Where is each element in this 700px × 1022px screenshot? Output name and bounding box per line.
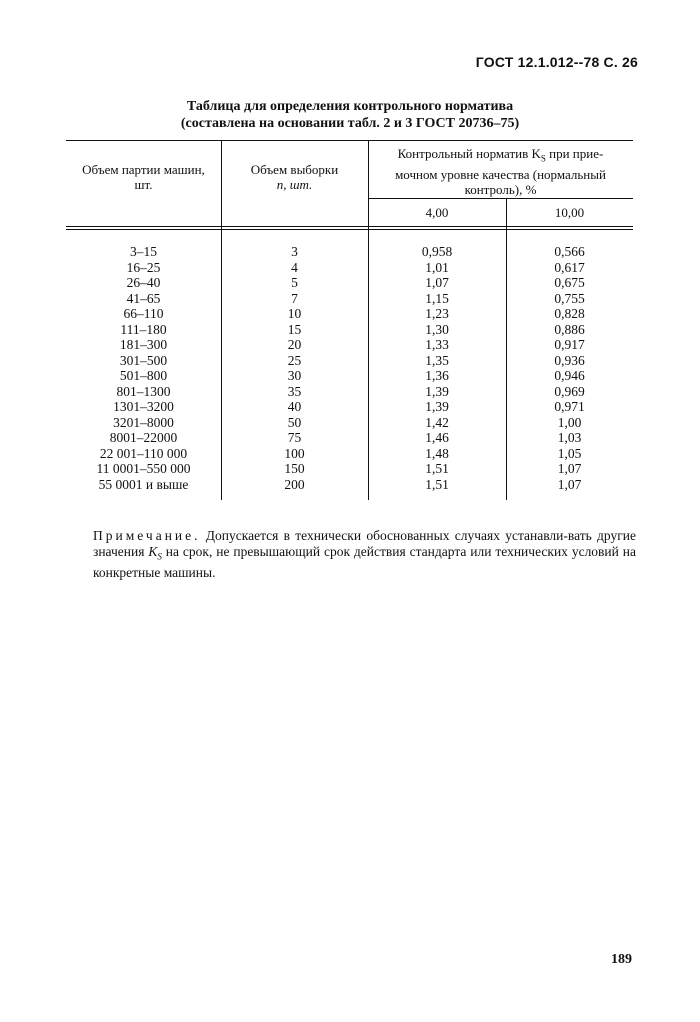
cell-sample-size: 7 [291, 290, 298, 306]
cell-lot-size: 501–800 [119, 368, 168, 383]
cell-norm-10: 1,03 [557, 430, 582, 445]
cell-norm-10: 0,886 [554, 321, 585, 337]
cell-norm-4: 1,01 [425, 259, 449, 275]
cell-norm-10: 0,828 [554, 306, 585, 321]
cell-norm-10: 1,05 [557, 445, 582, 461]
cell-sample-size: 35 [287, 383, 302, 399]
cell-lot-size: 3201–8000 [113, 414, 174, 430]
cell-norm-4: 1,35 [425, 352, 449, 368]
cell-sample-size: 200 [284, 476, 305, 492]
cell-sample-size: 15 [287, 321, 302, 337]
header-control-norm-line1 [368, 146, 633, 167]
cell-norm-4: 1,39 [425, 399, 449, 414]
column-norm-4 [368, 244, 506, 492]
header-lot-size [66, 162, 221, 192]
norm-table [66, 140, 633, 500]
cell-sample-size: 40 [287, 399, 302, 414]
cell-norm-10: 0,971 [554, 399, 585, 414]
note-text-2: на срок, не превышающий срок действия стандарта или технических условий на конкретные машины. [93, 544, 636, 580]
table-top-rule [66, 140, 633, 141]
cell-norm-10: 0,936 [554, 352, 585, 368]
cell-sample-size: 100 [284, 445, 305, 461]
header-sample-size-line1: Объем выборки [250, 162, 339, 177]
cell-norm-10: 0,946 [554, 368, 585, 383]
cell-norm-10: 0,617 [554, 259, 585, 275]
header-lot-size-line1: Объем партии машин, [82, 162, 205, 177]
note-label: Примечание. [93, 528, 201, 543]
cell-lot-size: 26–40 [126, 275, 161, 290]
cell-norm-4: 0,958 [421, 244, 453, 259]
cell-norm-4: 1,46 [425, 430, 449, 445]
note-text-1: Допускается в технически обоснованных случаях устанавли-вать другие значения [93, 528, 636, 559]
cell-sample-size: 150 [284, 461, 305, 476]
cell-norm-4: 1,51 [425, 476, 449, 492]
cell-sample-size: 3 [291, 244, 298, 259]
cell-lot-size: 111–180 [120, 321, 167, 337]
cell-norm-10: 0,675 [554, 275, 585, 290]
table-title-line2: (составлена на основании табл. 2 и 3 ГОСТ 20736–75) [180, 116, 520, 131]
cell-lot-size: 801–1300 [116, 383, 171, 399]
header-control-norm-text-end: при прие- [545, 146, 604, 161]
cell-lot-size: 41–65 [126, 290, 161, 306]
header-bottom-rule-2 [66, 229, 633, 230]
header-aql-10: 10,00 [554, 205, 585, 220]
cell-norm-4: 1,48 [425, 445, 449, 461]
header-lot-size-line2: шт. [134, 177, 153, 192]
document-code: ГОСТ 12.1.012--78 С. 26 [475, 54, 638, 70]
cell-lot-size: 8001–22000 [109, 430, 178, 445]
cell-lot-size: 22 001–110 000 [99, 445, 188, 461]
cell-norm-10: 0,917 [554, 337, 585, 352]
cell-lot-size: 1301–3200 [113, 399, 174, 414]
cell-sample-size: 10 [287, 306, 302, 321]
cell-sample-size: 75 [287, 430, 302, 445]
header-sample-size-line2: n, шт. [276, 177, 313, 192]
column-sample-size [221, 244, 368, 492]
column-norm-10 [506, 244, 633, 492]
cell-sample-size: 50 [287, 414, 302, 430]
note-ks-letter: K [148, 544, 158, 559]
header-control-norm-line2: мочном уровне качества (нормальный [395, 166, 606, 182]
header-sample-size [221, 162, 368, 192]
cell-lot-size: 16–25 [126, 259, 161, 275]
cell-norm-10: 1,00 [557, 414, 582, 430]
subheader-rule [368, 198, 633, 199]
cell-sample-size: 20 [287, 337, 302, 352]
cell-lot-size: 66–110 [123, 306, 164, 321]
cell-lot-size: 181–300 [119, 337, 168, 352]
cell-norm-4: 1,07 [425, 275, 449, 290]
column-lot-size [66, 244, 221, 492]
cell-norm-10: 1,07 [557, 461, 582, 476]
note-ks-subscript: S [157, 551, 162, 562]
cell-norm-4: 1,33 [425, 337, 449, 352]
cell-norm-4: 1,15 [425, 290, 449, 306]
header-control-norm-text: Контрольный норматив K [397, 146, 541, 161]
cell-norm-4: 1,39 [425, 383, 449, 399]
header-ks-subscript: S [540, 153, 546, 164]
cell-sample-size: 5 [291, 275, 298, 290]
cell-norm-10: 0,566 [554, 244, 585, 259]
cell-lot-size: 11 0001–550 000 [96, 461, 191, 476]
cell-sample-size: 4 [291, 259, 298, 275]
header-control-norm-line3: контроль), % [464, 181, 537, 197]
cell-lot-size: 55 0001 и выше [98, 476, 189, 492]
table-title-line1: Таблица для определения контрольного норматива [186, 99, 514, 114]
table-title [0, 98, 700, 132]
cell-norm-4: 1,30 [425, 321, 449, 337]
cell-sample-size: 30 [287, 368, 302, 383]
note-paragraph [93, 528, 636, 581]
cell-norm-4: 1,23 [425, 306, 449, 321]
cell-sample-size: 25 [287, 352, 302, 368]
header-aql-4: 4,00 [425, 205, 449, 220]
page-number: 189 [611, 952, 632, 967]
cell-norm-4: 1,36 [425, 368, 449, 383]
cell-norm-10: 1,07 [557, 476, 582, 492]
cell-norm-10: 0,969 [554, 383, 585, 399]
cell-lot-size: 301–500 [119, 352, 168, 368]
cell-norm-4: 1,42 [425, 414, 449, 430]
cell-norm-10: 0,755 [554, 290, 585, 306]
cell-lot-size: 3–15 [130, 244, 157, 259]
header-control-norm [368, 146, 633, 197]
header-bottom-rule [66, 226, 633, 227]
cell-norm-4: 1,51 [425, 461, 449, 476]
